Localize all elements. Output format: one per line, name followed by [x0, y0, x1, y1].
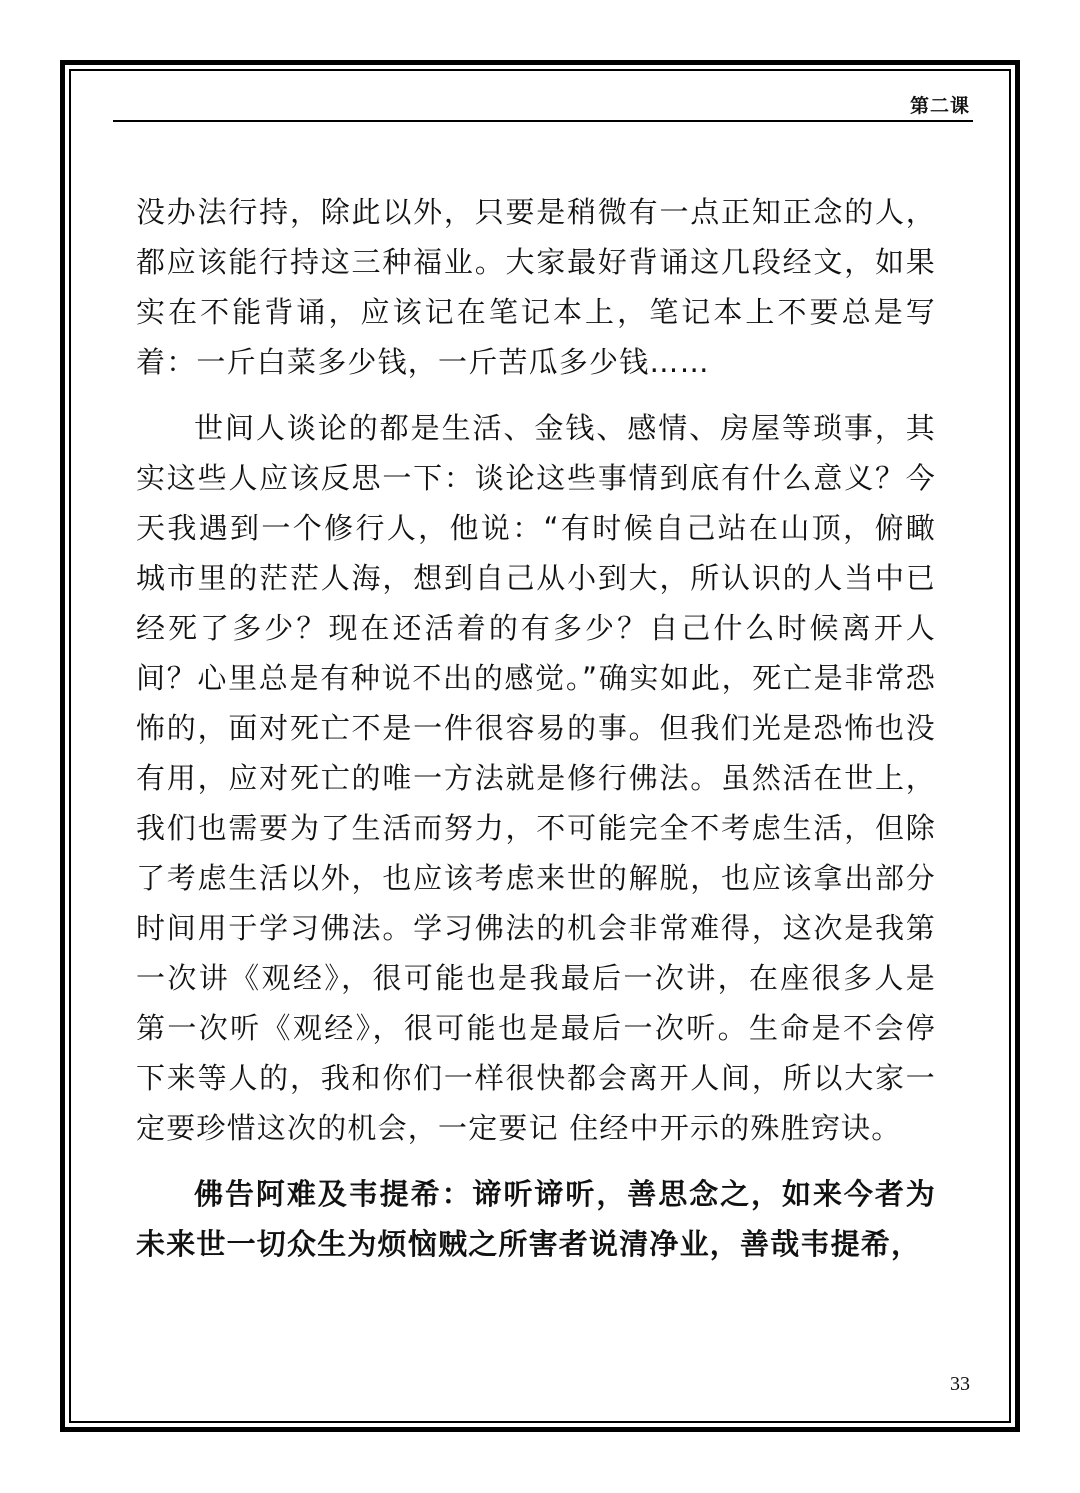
sutra-quote: 佛告阿难及韦提希：谛听谛听，善思念之，如来今者为未来世一切众生为烦恼贼之所害者说清净业，善哉韦提希， [136, 1177, 936, 1261]
paragraph-commentary: 世间人谈论的都是生活、金钱、感情、房屋等琐事，其实这些人应该反思一下：谈论这些事情到底有什么意义？今天我遇到一个修行人，他说：“有时候自己站在山顶，俯瞰城市里的茫茫人海，想到自己从小到大，所认识的人当中已经死了多少？现在还活着的有多少？自己什么时候离开人间？心里总是有种说不出的感觉。”确实如此，死亡是非常恐怖的，面对死亡不是一件很容易的事。但我们光是恐怖也没有用，应对死亡的唯一方法就是修行佛法。虽然活在世上，我们也需要为了生活而努力，不可能完全不考虑生活，但除了考虑生活以外，也应该考虑来世的解脱，也应该拿出部分时间用于学习佛法。学习佛法的机会非常难得，这次是我第一次讲《观经》，很可能也是我最后一次讲，在座很多人是第一次听《观经》，很可能也是最后一次听。生命是不会停下来等人的，我和你们一样很快都会离开人间，所以大家一定要珍惜这次的机会，一定要记 住经中开示的殊胜窍诀。 [136, 411, 936, 1145]
section-header: 第二课 [909, 95, 970, 117]
main-text [136, 187, 936, 1269]
header-rule [113, 120, 973, 122]
page-number: 33 [950, 1373, 970, 1395]
paragraph-continued: 没办法行持，除此以外，只要是稍微有一点正知正念的人，都应该能行持这三种福业。大家最好背诵这几段经文，如果实在不能背诵，应该记在笔记本上，笔记本上不要总是写着：一斤白菜多少钱，一斤苦瓜多少钱…… [136, 195, 936, 379]
